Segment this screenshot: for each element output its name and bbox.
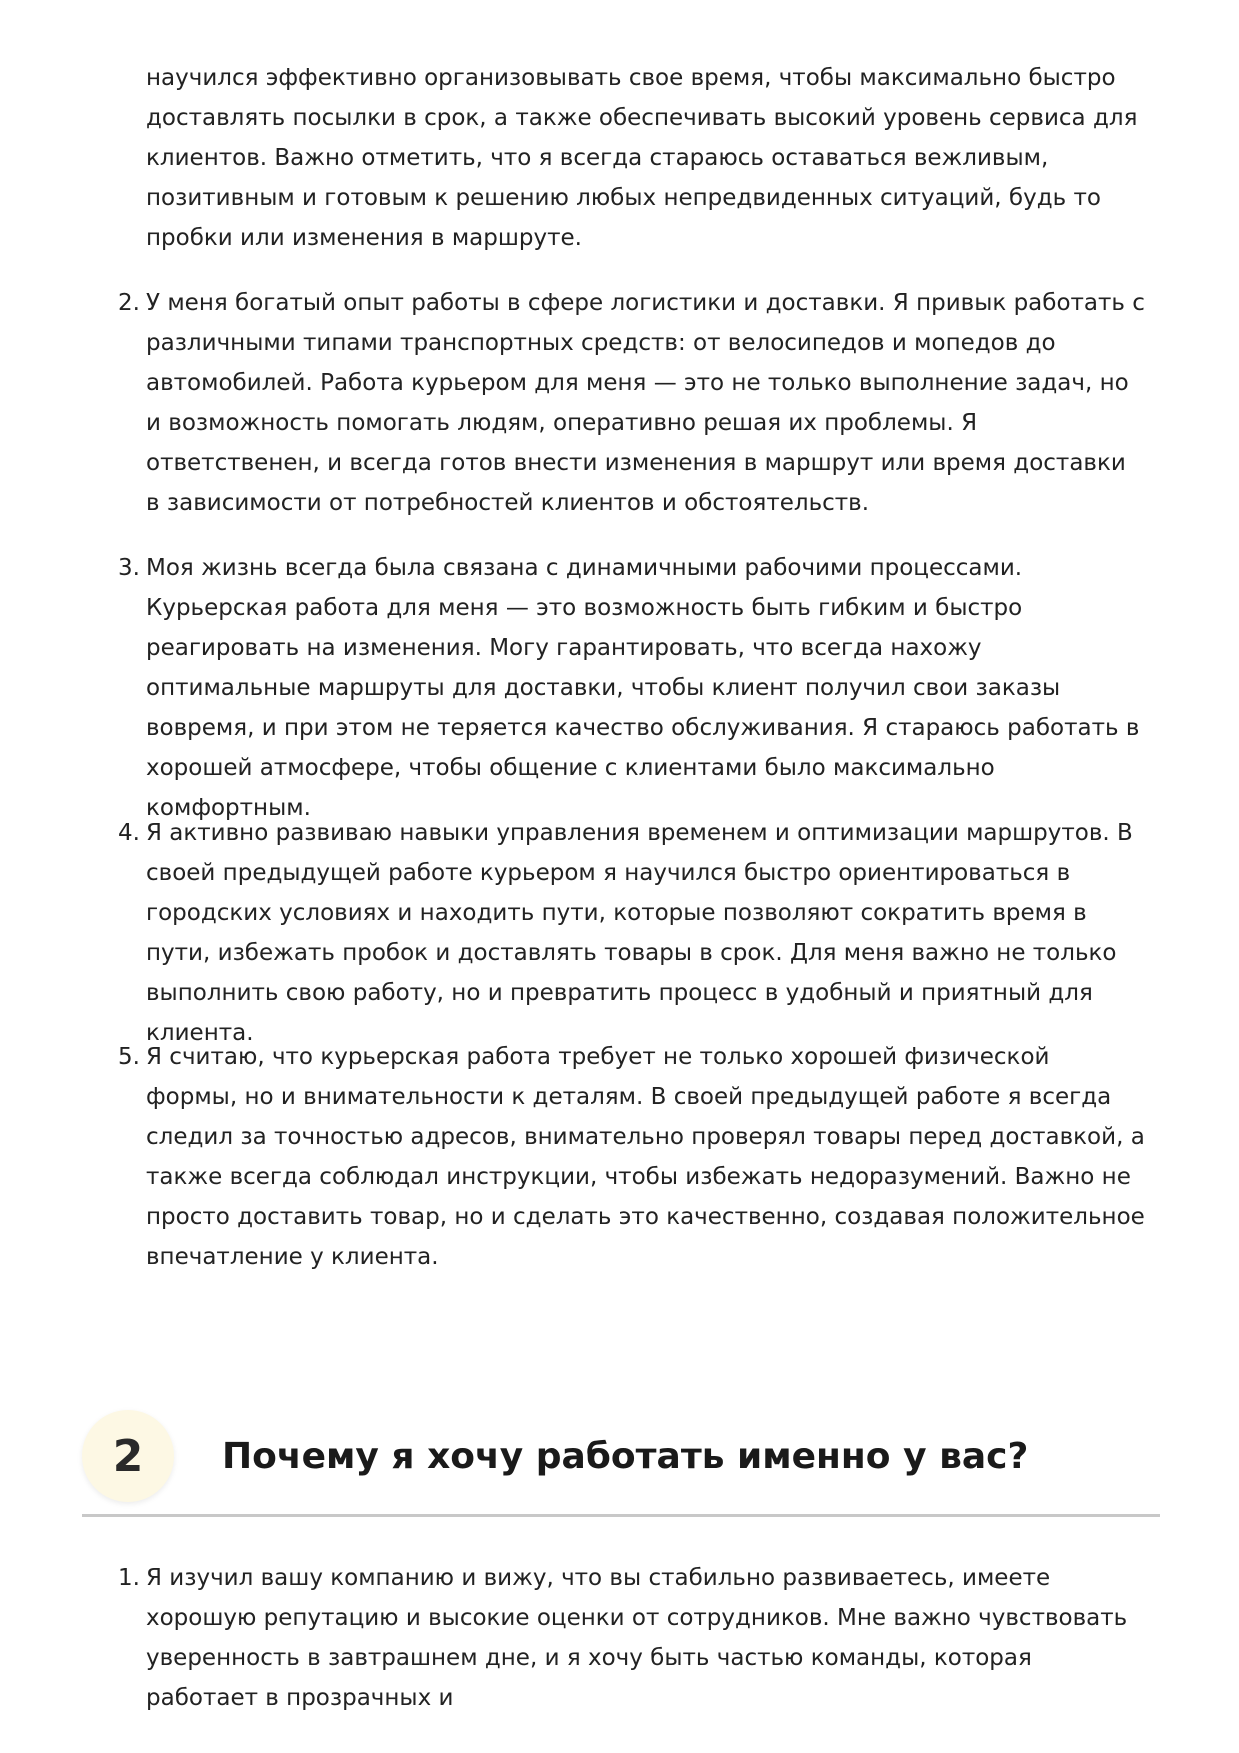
continued-paragraph: научился эффективно организовывать свое время, чтобы максимально быстро доставлять посылки в срок, а также обеспечивать высокий уровень сервиса для клиентов. Важно отметить, что я всегда стараюсь оставаться вежливым, позитивным и готовым к решению любых непредвиденных ситуаций, будь то пробки или изменения в маршруте. bbox=[146, 65, 1138, 251]
list-item-text: Моя жизнь всегда была связана с динамичными рабочими процессами. Курьерская работа для меня — это возможность быть гибким и быстро реагировать на изменения. Могу гарантировать, что всегда нахожу оптимальные маршруты для доставки, чтобы клиент получил свои заказы вовремя, и при этом не теряется качество обслуживания. Я стараюсь работать в хорошей атмосфере, чтобы общение с клиентами было максимально комфортным. bbox=[146, 555, 1140, 821]
list-item-number: 1. bbox=[118, 1565, 140, 1591]
section-divider bbox=[82, 1514, 1160, 1517]
list-item-number: 2. bbox=[118, 290, 140, 316]
list-item-text: Я активно развиваю навыки управления временем и оптимизации маршрутов. В своей предыдущей работе курьером я научился быстро ориентироваться в городских условиях и находить пути, которые позволяют сократить время в пути, избежать пробок и доставлять товары в срок. Для меня важно не только выполнить свою работу, но и превратить процесс в удобный и приятный для клиента. bbox=[146, 820, 1133, 1046]
section-number-badge: 2 bbox=[82, 1410, 174, 1502]
list-item-text: У меня богатый опыт работы в сфере логистики и доставки. Я привык работать с различными типами транспортных средств: от велосипедов и мопедов до автомобилей. Работа курьером для меня — это не только выполнение задач, но и возможность помогать людям, оперативно решая их проблемы. Я ответственен, и всегда готов внести изменения в маршрут или время доставки в зависимости от потребностей клиентов и обстоятельств. bbox=[146, 290, 1145, 516]
list-item-number: 4. bbox=[118, 820, 140, 846]
list-item-number: 5. bbox=[118, 1044, 140, 1070]
list-item-text: Я изучил вашу компанию и вижу, что вы стабильно развиваетесь, имеете хорошую репутацию и высокие оценки от сотрудников. Мне важно чувствовать уверенность в завтрашнем дне, и я хочу быть частью команды, которая работает в прозрачных и bbox=[146, 1565, 1128, 1711]
section-title: Почему я хочу работать именно у вас? bbox=[222, 1436, 1029, 1477]
section-header bbox=[82, 1410, 1160, 1520]
list-item-number: 3. bbox=[118, 555, 140, 581]
list-item-text: Я считаю, что курьерская работа требует не только хорошей физической формы, но и внимательности к деталям. В своей предыдущей работе я всегда следил за точностью адресов, внимательно проверял товары перед доставкой, а также всегда соблюдал инструкции, чтобы избежать недоразумений. Важно не просто доставить товар, но и сделать это качественно, создавая положительное впечатление у клиента. bbox=[146, 1044, 1145, 1270]
